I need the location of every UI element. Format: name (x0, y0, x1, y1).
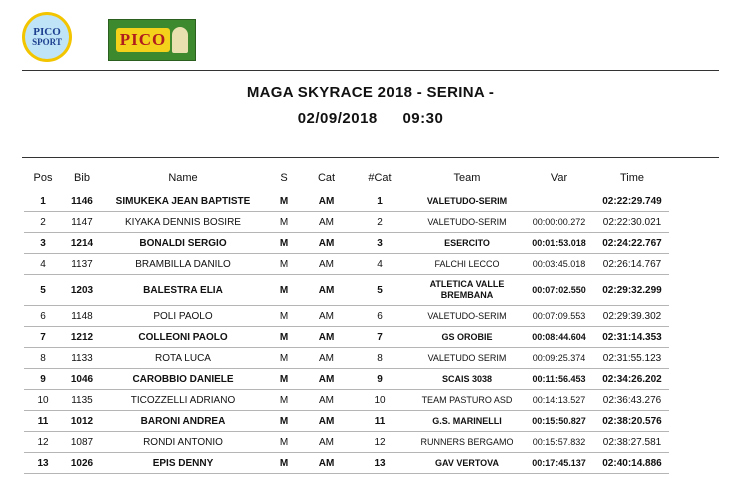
runner-figure-icon (172, 27, 188, 53)
cell-name: ROTA LUCA (102, 348, 264, 369)
cell-bib: 1203 (62, 275, 102, 306)
results-body (24, 191, 669, 474)
cell-team: TEAM PASTURO ASD (411, 390, 523, 411)
cell-time: 02:34:26.202 (595, 369, 669, 390)
column-header-team: Team (453, 172, 481, 184)
column-header-time: Time (619, 172, 645, 184)
bottom-divider (22, 157, 719, 158)
cell-s: M (264, 369, 304, 390)
cell-ncat: 2 (349, 212, 411, 233)
cell-ncat: 12 (349, 432, 411, 453)
cell-var: 00:09:25.374 (523, 348, 595, 369)
cell-time: 02:31:14.353 (595, 327, 669, 348)
column-header-pos: Pos (33, 172, 53, 184)
column-header-name: Name (168, 172, 198, 184)
cell-s: M (264, 348, 304, 369)
cell-pos: 11 (24, 411, 62, 432)
cell-time: 02:22:30.021 (595, 212, 669, 233)
cell-s: M (264, 254, 304, 275)
cell-ncat: 10 (349, 390, 411, 411)
cell-team: GS OROBIE (411, 327, 523, 348)
cell-name: EPIS DENNY (102, 453, 264, 474)
cell-var: 00:17:45.137 (523, 453, 595, 474)
cell-s: M (264, 390, 304, 411)
cell-team: VALETUDO-SERIM (411, 191, 523, 212)
cell-time: 02:24:22.767 (595, 233, 669, 254)
cell-ncat: 13 (349, 453, 411, 474)
column-header-ncat: #Cat (368, 172, 392, 184)
cell-pos: 1 (24, 191, 62, 212)
results-table (24, 165, 669, 474)
cell-bib: 1214 (62, 233, 102, 254)
cell-pos: 6 (24, 306, 62, 327)
cell-team: GAV VERTOVA (411, 453, 523, 474)
cell-var (523, 191, 595, 212)
cell-time: 02:38:20.576 (595, 411, 669, 432)
cell-name: CAROBBIO DANIELE (102, 369, 264, 390)
table-row (24, 369, 669, 390)
cell-pos: 13 (24, 453, 62, 474)
cell-cat: AM (304, 369, 349, 390)
cell-bib: 1026 (62, 453, 102, 474)
cell-ncat: 6 (349, 306, 411, 327)
race-title: MAGA SKYRACE 2018 - SERINA - (246, 84, 495, 101)
cell-ncat: 8 (349, 348, 411, 369)
cell-ncat: 5 (349, 275, 411, 306)
cell-pos: 9 (24, 369, 62, 390)
cell-team: SCAIS 3038 (411, 369, 523, 390)
cell-bib: 1148 (62, 306, 102, 327)
cell-name: BARONI ANDREA (102, 411, 264, 432)
cell-team: ATLETICA VALLE BREMBANA (411, 275, 523, 306)
cell-time: 02:38:27.581 (595, 432, 669, 453)
cell-team: VALETUDO-SERIM (411, 212, 523, 233)
cell-name: KIYAKA DENNIS BOSIRE (102, 212, 264, 233)
table-row (24, 453, 669, 474)
cell-ncat: 4 (349, 254, 411, 275)
cell-team: RUNNERS BERGAMO (411, 432, 523, 453)
pico-sport-logo-line2: SPORT (32, 37, 62, 47)
cell-name: BALESTRA ELIA (102, 275, 264, 306)
cell-bib: 1135 (62, 390, 102, 411)
table-row (24, 233, 669, 254)
cell-cat: AM (304, 390, 349, 411)
column-header-cat: Cat (317, 172, 336, 184)
cell-s: M (264, 191, 304, 212)
cell-team: ESERCITO (411, 233, 523, 254)
table-row (24, 191, 669, 212)
cell-name: COLLEONI PAOLO (102, 327, 264, 348)
cell-name: BRAMBILLA DANILO (102, 254, 264, 275)
cell-s: M (264, 453, 304, 474)
cell-pos: 5 (24, 275, 62, 306)
cell-bib: 1147 (62, 212, 102, 233)
cell-cat: AM (304, 348, 349, 369)
cell-var: 00:00:00.272 (523, 212, 595, 233)
cell-s: M (264, 212, 304, 233)
table-row (24, 411, 669, 432)
cell-time: 02:29:39.302 (595, 306, 669, 327)
cell-var: 00:15:50.827 (523, 411, 595, 432)
cell-time: 02:40:14.886 (595, 453, 669, 474)
table-row (24, 254, 669, 275)
cell-time: 02:31:55.123 (595, 348, 669, 369)
pico-sport-logo (22, 12, 72, 62)
cell-name: SIMUKEKA JEAN BAPTISTE (102, 191, 264, 212)
pico-sport-logo-line1: PICO (33, 26, 61, 38)
cell-bib: 1087 (62, 432, 102, 453)
table-row (24, 306, 669, 327)
cell-name: BONALDI SERGIO (102, 233, 264, 254)
column-header-var: Var (550, 172, 568, 184)
cell-ncat: 7 (349, 327, 411, 348)
cell-cat: AM (304, 233, 349, 254)
cell-name: TICOZZELLI ADRIANO (102, 390, 264, 411)
cell-s: M (264, 432, 304, 453)
cell-team: VALETUDO-SERIM (411, 306, 523, 327)
table-row (24, 212, 669, 233)
pico-brand-logo-text: PICO (116, 28, 171, 52)
cell-var: 00:03:45.018 (523, 254, 595, 275)
cell-name: POLI PAOLO (102, 306, 264, 327)
cell-team: FALCHI LECCO (411, 254, 523, 275)
cell-time: 02:22:29.749 (595, 191, 669, 212)
top-divider (22, 70, 719, 71)
cell-cat: AM (304, 453, 349, 474)
header-row (24, 165, 669, 191)
cell-pos: 10 (24, 390, 62, 411)
race-date: 02/09/2018 (297, 110, 378, 127)
cell-bib: 1146 (62, 191, 102, 212)
cell-pos: 2 (24, 212, 62, 233)
cell-time: 02:29:32.299 (595, 275, 669, 306)
pico-brand-logo (108, 19, 196, 61)
race-datetime (0, 110, 741, 127)
cell-cat: AM (304, 306, 349, 327)
table-row (24, 275, 669, 306)
cell-cat: AM (304, 212, 349, 233)
cell-bib: 1212 (62, 327, 102, 348)
cell-var: 00:07:09.553 (523, 306, 595, 327)
table-row (24, 327, 669, 348)
table-row (24, 348, 669, 369)
cell-s: M (264, 327, 304, 348)
cell-s: M (264, 306, 304, 327)
cell-ncat: 11 (349, 411, 411, 432)
cell-pos: 12 (24, 432, 62, 453)
cell-cat: AM (304, 432, 349, 453)
cell-var: 00:08:44.604 (523, 327, 595, 348)
cell-bib: 1133 (62, 348, 102, 369)
cell-s: M (264, 275, 304, 306)
cell-pos: 3 (24, 233, 62, 254)
cell-s: M (264, 233, 304, 254)
cell-cat: AM (304, 254, 349, 275)
cell-cat: AM (304, 411, 349, 432)
cell-name: RONDI ANTONIO (102, 432, 264, 453)
cell-s: M (264, 411, 304, 432)
cell-bib: 1012 (62, 411, 102, 432)
table-row (24, 390, 669, 411)
cell-var: 00:11:56.453 (523, 369, 595, 390)
cell-pos: 8 (24, 348, 62, 369)
cell-ncat: 1 (349, 191, 411, 212)
cell-var: 00:15:57.832 (523, 432, 595, 453)
cell-pos: 7 (24, 327, 62, 348)
table-row (24, 432, 669, 453)
cell-var: 00:07:02.550 (523, 275, 595, 306)
cell-team: VALETUDO SERIM (411, 348, 523, 369)
cell-time: 02:36:43.276 (595, 390, 669, 411)
column-header-s: S (280, 172, 288, 184)
cell-var: 00:01:53.018 (523, 233, 595, 254)
cell-ncat: 3 (349, 233, 411, 254)
pico-sport-logo-inner (25, 15, 69, 59)
cell-bib: 1137 (62, 254, 102, 275)
cell-time: 02:26:14.767 (595, 254, 669, 275)
cell-bib: 1046 (62, 369, 102, 390)
race-start-time: 09:30 (402, 110, 444, 127)
cell-team: G.S. MARINELLI (411, 411, 523, 432)
cell-cat: AM (304, 191, 349, 212)
cell-cat: AM (304, 275, 349, 306)
cell-var: 00:14:13.527 (523, 390, 595, 411)
cell-pos: 4 (24, 254, 62, 275)
cell-ncat: 9 (349, 369, 411, 390)
cell-cat: AM (304, 327, 349, 348)
column-header-bib: Bib (74, 172, 90, 184)
